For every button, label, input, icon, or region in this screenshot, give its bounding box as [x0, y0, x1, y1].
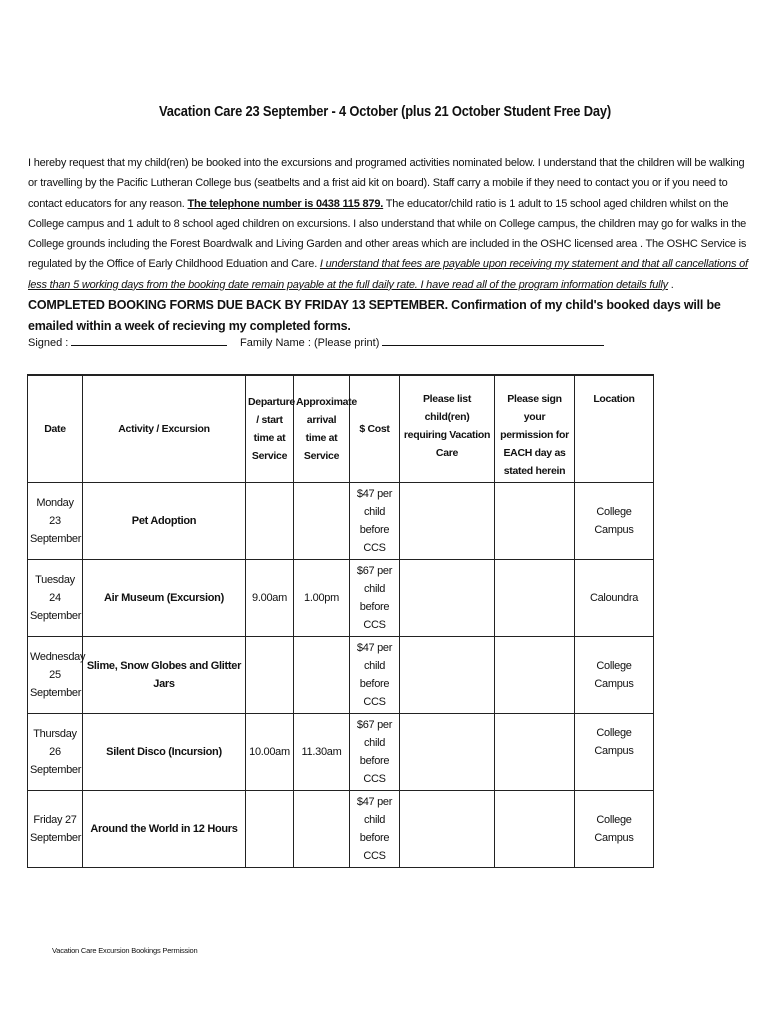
row-cost: $67 per child before CCS [350, 560, 400, 637]
row-cost: $47 per child before CCS [350, 637, 400, 714]
page-title: Vacation Care 23 September - 4 October (plus 21 October Student Free Day) [159, 103, 611, 120]
row-sign-field[interactable] [495, 637, 575, 714]
row-activity: Slime, Snow Globes and Glitter Jars [83, 637, 246, 714]
row-arrival: 1.00pm [294, 560, 350, 637]
header-activity: Activity / Excursion [83, 375, 246, 483]
table-row [28, 483, 654, 560]
row-location: Caloundra [575, 560, 654, 637]
row-sign-field[interactable] [495, 560, 575, 637]
row-sign-field[interactable] [495, 791, 575, 868]
header-children: Please list child(ren) requiring Vacation Care [400, 375, 495, 483]
row-cost: $67 per child before CCS [350, 714, 400, 791]
row-cost: $47 per child before CCS [350, 483, 400, 560]
row-children-field[interactable] [400, 560, 495, 637]
row-children-field[interactable] [400, 791, 495, 868]
row-location: College Campus [575, 791, 654, 868]
table-row [28, 637, 654, 714]
intro-paragraph [28, 153, 748, 338]
booking-table [27, 374, 654, 868]
footer-text: Vacation Care Excursion Bookings Permission [52, 946, 198, 955]
family-name-line[interactable] [382, 335, 604, 346]
table-header-row [28, 375, 654, 483]
row-date: Thursday 26 September [28, 714, 83, 791]
row-arrival: 11.30am [294, 714, 350, 791]
header-arrival: Approximate arrival time at Service [294, 375, 350, 483]
row-activity: Air Museum (Excursion) [83, 560, 246, 637]
table-row [28, 791, 654, 868]
row-location: College Campus [575, 483, 654, 560]
row-children-field[interactable] [400, 637, 495, 714]
row-date: Tuesday 24 September [28, 560, 83, 637]
signed-label: Signed : [28, 337, 69, 349]
row-arrival [294, 791, 350, 868]
row-departure [246, 791, 294, 868]
row-departure [246, 483, 294, 560]
family-name-label: Family Name : (Please print) [240, 337, 380, 349]
row-sign-field[interactable] [495, 714, 575, 791]
due-date-notice: COMPLETED BOOKING FORMS DUE BACK BY FRIDAY 13 SEPTEMBER. Confirmation of my child's booked days will be emailed within a week of recieving my completed forms. [28, 298, 721, 334]
table-row [28, 560, 654, 637]
header-location: Location [575, 375, 654, 483]
intro-text-2: The educator/child ratio is 1 adult to 15 school aged children whilst on the College campus and 1 adult to 8 school aged children on excursions. I also understand that while on College campus, the children may go for walks in the College grounds including the Forest Boardwalk and Living Garden and other areas which are included in the OSHC licensed area . The OSHC Service is regulated by the Office of Early Childhood Eduation and Care. [28, 197, 747, 271]
signature-line[interactable] [71, 335, 227, 346]
row-date: Monday 23 September [28, 483, 83, 560]
fees-statement: I understand that fees are payable upon receiving my statement and that all cancellations of less than 5 working days from the booking date remain payable at the full daily rate. I have read all of the program information details fully [28, 258, 748, 291]
table-row [28, 714, 654, 791]
row-departure [246, 637, 294, 714]
row-location: College Campus [575, 637, 654, 714]
row-sign-field[interactable] [495, 483, 575, 560]
row-children-field[interactable] [400, 714, 495, 791]
row-cost: $47 per child before CCS [350, 791, 400, 868]
row-date: Friday 27 September [28, 791, 83, 868]
row-activity: Pet Adoption [83, 483, 246, 560]
row-departure: 10.00am [246, 714, 294, 791]
row-activity: Silent Disco (Incursion) [83, 714, 246, 791]
family-name-group [240, 335, 604, 349]
header-cost: $ Cost [350, 375, 400, 483]
row-children-field[interactable] [400, 483, 495, 560]
row-location: College Campus [575, 714, 654, 791]
row-activity: Around the World in 12 Hours [83, 791, 246, 868]
row-arrival [294, 483, 350, 560]
header-sign: Please sign your permission for EACH day as stated herein [495, 375, 575, 483]
row-departure: 9.00am [246, 560, 294, 637]
intro-text-1: I hereby request that my child(ren) be booked into the excursions and programed activities nominated below. I understand that the children will be walking or travelling by the Pacific Lutheran College bus (seatbelts and a frist aid kit on board). Staff carry a mobile if they need to contact you or if you need to contact educators for any reason. [28, 157, 745, 210]
telephone-number: The telephone number is 0438 115 879. [187, 197, 384, 210]
signature-row [28, 335, 748, 349]
header-departure: Departure / start time at Service [246, 375, 294, 483]
row-date: Wednesday 25 September [28, 637, 83, 714]
header-date: Date [28, 375, 83, 483]
row-arrival [294, 637, 350, 714]
sep: . [667, 278, 674, 291]
